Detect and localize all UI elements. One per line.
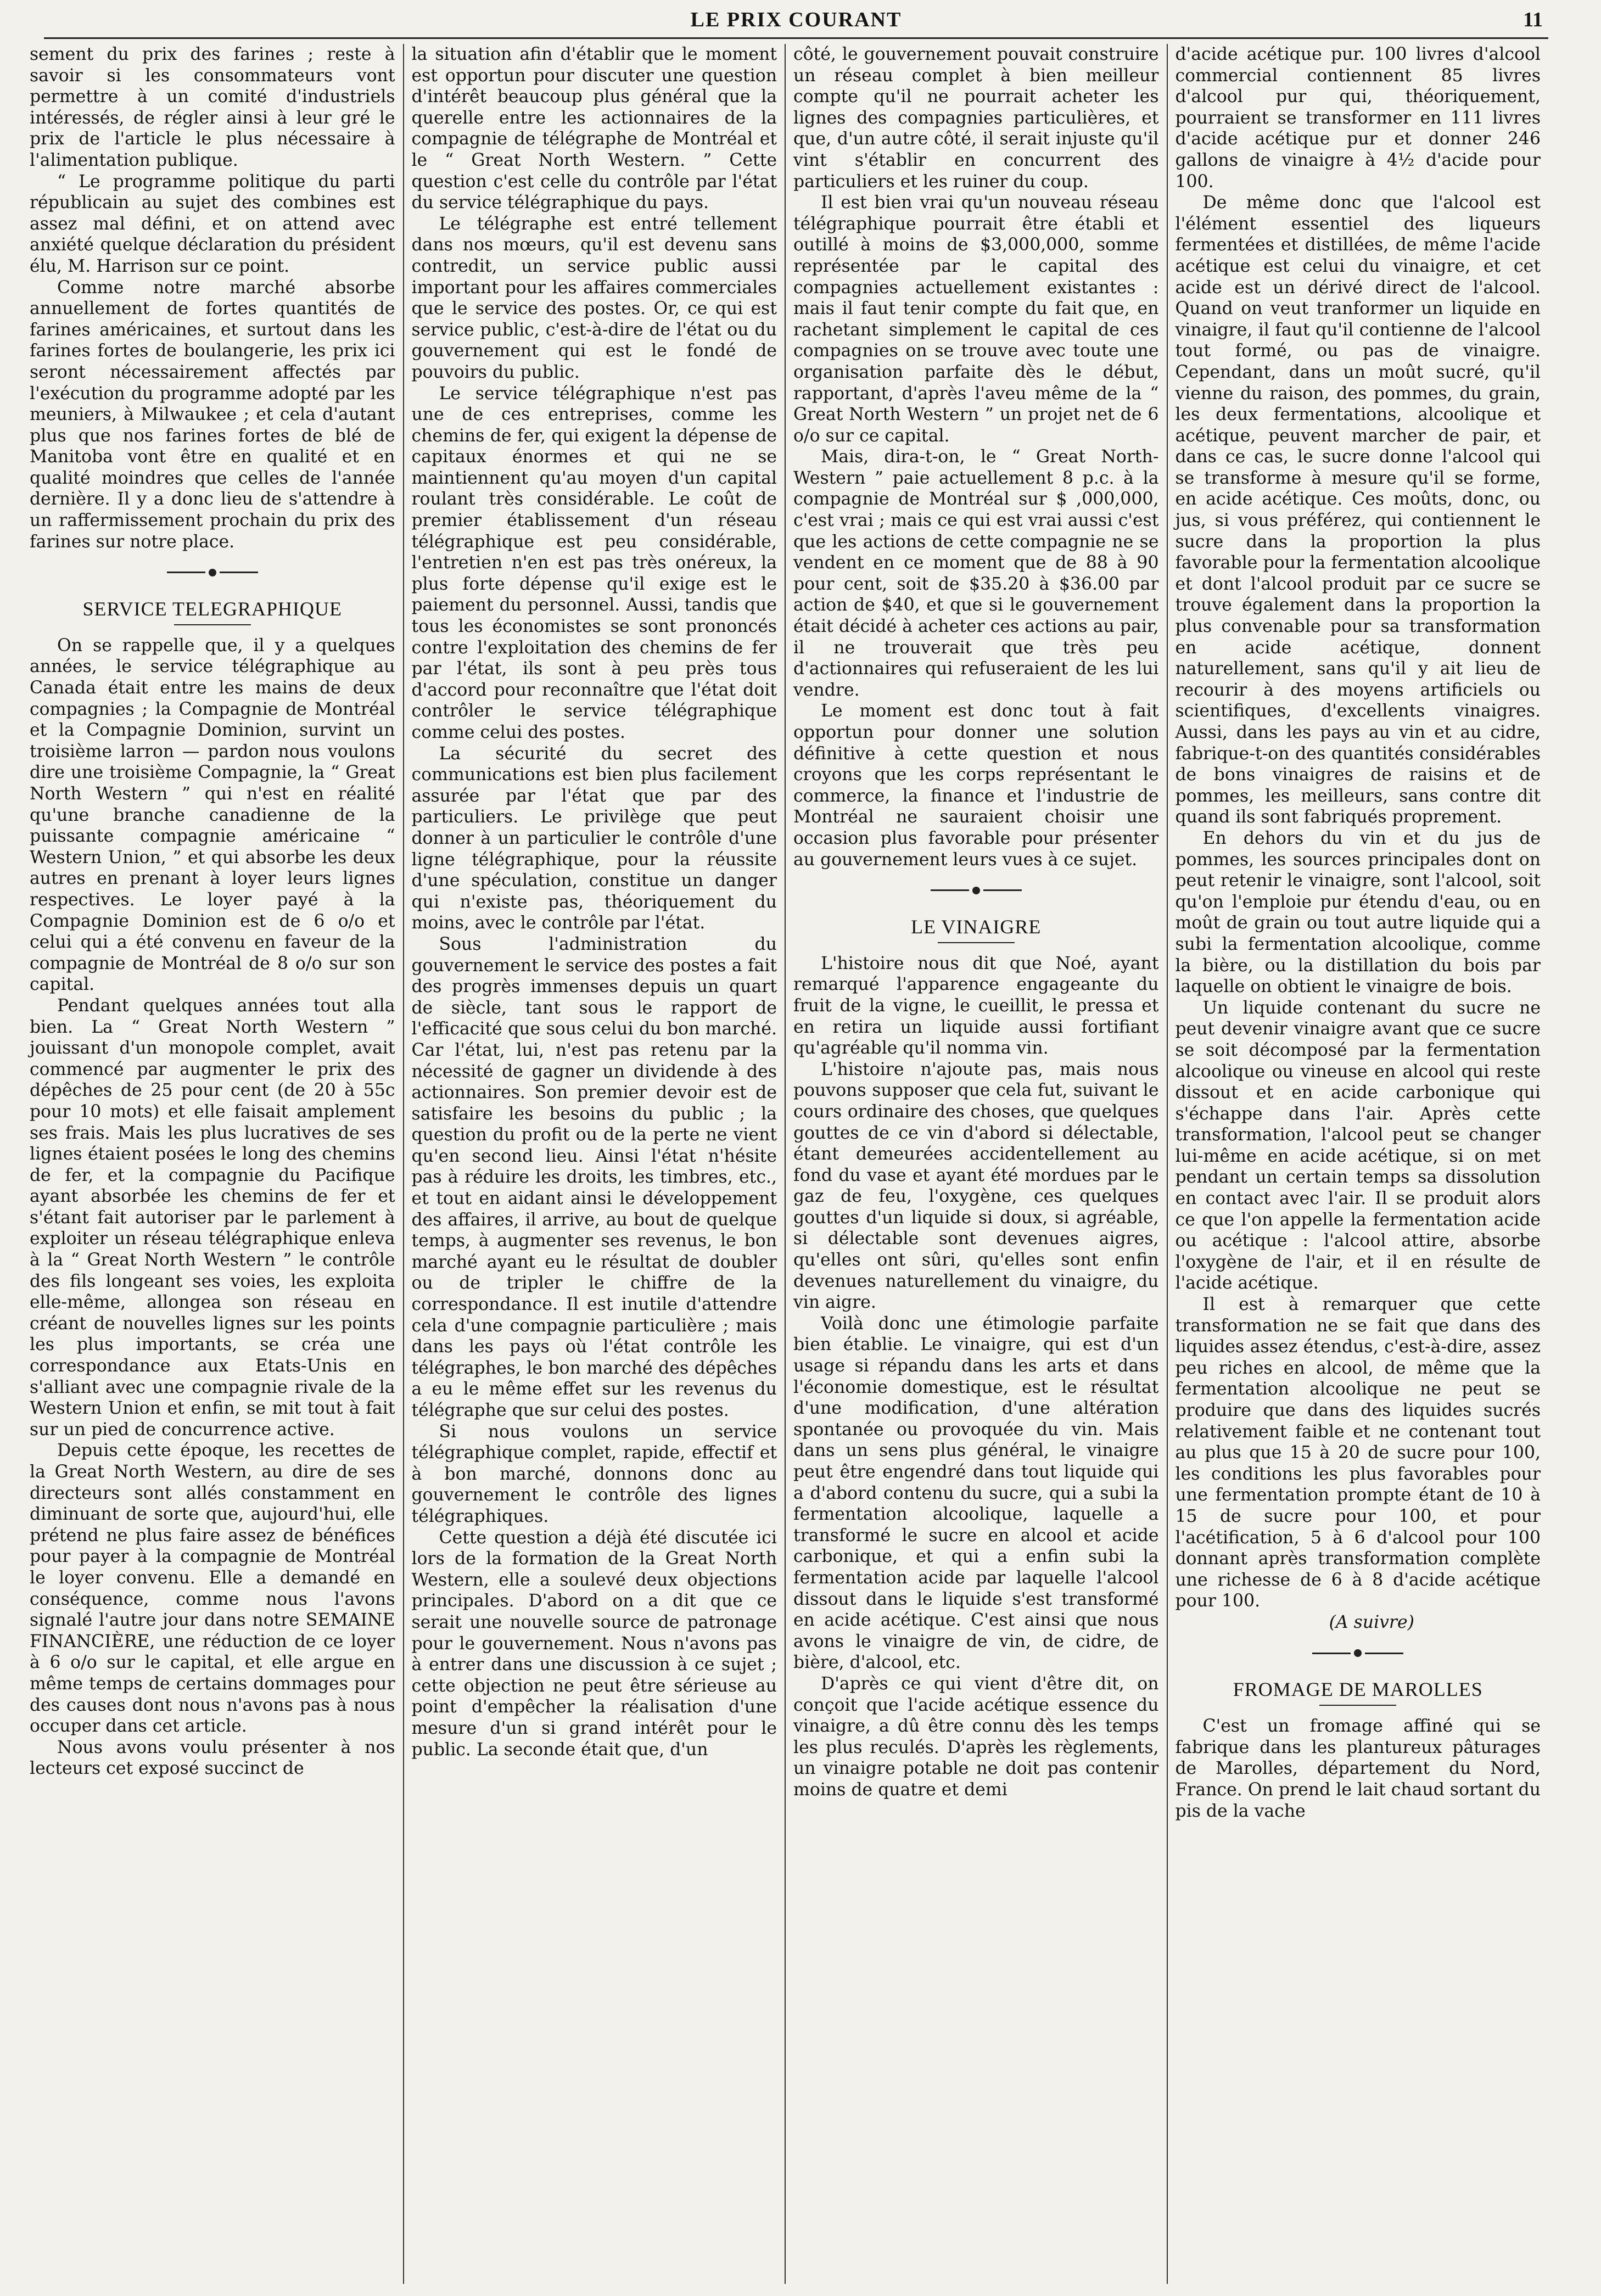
column-3 [786,44,1168,2284]
paragraph: “ Le programme politique du parti républicain au sujet des combines est assez mal défini, et on attend avec anxiété quelque déclaration du président élu, M. Harrison sur ce point. [30,171,395,276]
paragraph: Pendant quelques années tout alla bien. La “ Great North Western ” jouissant d'un monopole complet, avait commencé par augmenter le prix des dépêches de 25 pour cent (de 20 à 55c pour 10 mots) et elle faisait amplement ses frais. Mais les plus lucratives de ses lignes étaient posées le long des chemins de fer, et la compagnie du Pacifique ayant absorbée les chemins de fer et s'étant fait autoriser par le parlement à exploiter un réseau télégraphique enleva à la “ Great North Western ” le contrôle des fils longeant ses voies, les exploita elle-même, allongea son réseau en créant de nouvelles lignes sur les points les plus importants, se créa une correspondance aux Etats-Unis en s'alliant avec une compagnie rivale de la Western Union et enfin, se mit tout à fait sur un pied de concurrence active. [30,995,395,1440]
paragraph: De même donc que l'alcool est l'élément essentiel des liqueurs fermentées et distillées, de même l'acide acétique est celui du vinaigre, et cet acide est un dérivé direct de l'alcool. Quand on veut tranformer un liquide en vinaigre, il faut qu'il contienne de l'alcool tout formé, ou pas de vinaigre. Cependant, dans un moût sucré, qu'il vienne du raison, des pommes, du grain, les deux fermentations, alcoolique et acétique, peuvent marcher de pair, et dans ce cas, le sucre donne l'alcool qui se transforme à mesure qu'il se forme, en acide acétique. Ces moûts, donc, ou jus, si vous préférez, qui contiennent le sucre dans la proportion la plus favorable pour la fermentation alcoolique et dont l'alcool produit par ce sucre se trouve également dans la proportion la plus convenable pour sa transformation en acide acétique, donnent naturellement, sans qu'il y ait lieu de recourir à des moyens artificiels ou scientifiques, d'excellents vinaigres. Aussi, dans les pays au vin et au cidre, fabrique-t-on des quantités considérables de bons vinaigres de raisins et de pommes, les meilleurs, sans contre dit quand ils sont fabriqués proprement. [1175,193,1541,827]
paragraph: C'est un fromage affiné qui se fabrique dans les plantureux pâturages de Marolles, département du Nord, France. On prend le lait chaud sortant du pis de la vache [1175,1716,1541,1821]
paragraph: Sous l'administration du gouvernement le service des postes a fait des progrès immenses depuis un quart de siècle, tant sous le rapport de l'efficacité que sous celui du bon marché. Car l'état, lui, n'est pas retenu par la nécessité de gagner un dividende à des actionnaires. Son premier devoir est de satisfaire les besoins du public ; la question du profit ou de la perte ne vient qu'en second lieu. Ainsi l'état n'hésite pas à réduire les droits, les timbres, etc., et tout en aidant ainsi le développement des affaires, il arrive, au bout de quelque temps, à augmenter ses revenus, le bon marché ayant eu le résultat de doubler ou de tripler le chiffre de la correspondance. Il est inutile d'attendre cela d'une compagnie particulière ; mais dans les pays où l'état contrôle les télégraphes, le bon marché des dépêches a eu le même effet sur les revenus du télégraphe que sur celui des postes. [411,934,777,1420]
article-columns [22,44,1548,2284]
section-heading-service-telegraphique: SERVICE TELEGRAPHIQUE [82,597,342,620]
paragraph: la situation afin d'établir que le moment est opportun pour discuter une question d'intérêt beaucoup plus général que la querelle entre les actionnaires de la compagnie de télégraphe de Montréal et le “ Great North Western. ” Cette question c'est celle du contrôle par l'état du service télégraphique du pays. [411,44,777,213]
paragraph: Depuis cette époque, les recettes de la Great North Western, au dire de ses directeurs sont allés constamment en diminuant de sorte que, aujourd'hui, elle prétend ne plus faire assez de bénéfices pour payer à la compagnie de Montréal le loyer convenu. Elle a demandé en conséquence, comme nous l'avons signalé l'autre jour dans notre SEMAINE FINANCIÈRE, une réduction de ce loyer à 6 o/o sur le capital, et elle argue en même temps de certains dommages pour des causes dont nous n'avons pas à nous occuper dans cet article. [30,1441,395,1737]
to-be-continued: (A suivre) [1329,1612,1414,1632]
paragraph: Un liquide contenant du sucre ne peut devenir vinaigre avant que ce sucre se soit décomposé par la fermentation alcoolique ou vineuse en alcool qui reste dissout et en acide carbonique qui s'échappe dans l'air. Après cette transformation, l'alcool peut se changer lui-même en acide acétique, si on met pendant un certain temps sa dissolution en contact avec l'air. Il se produit alors ce que l'on appelle la fermentation acide ou acétique : l'alcool attire, absorbe l'oxygène de l'air, et il en résulte de l'acide acétique. [1175,998,1541,1293]
paragraph: On se rappelle que, il y a quelques années, le service télégraphique au Canada était entre les mains de deux compagnies ; la Compagnie de Montréal et la Compagnie Dominion, survint un troisième larron — pardon nous voulons dire une troisième Compagnie, la “ Great North Western ” qui n'est en réalité qu'une branche canadienne de la puissante compagnie américaine “ Western Union, ” et qui absorbe les deux autres en prenant à loyer leurs lignes respectives. Le loyer payé à la Compagnie Dominion est de 6 o/o et celui qui a été convenu en faveur de la compagnie de Montréal de 8 o/o sur son capital. [30,635,395,995]
paragraph: Nous avons voulu présenter à nos lecteurs cet exposé succinct de [30,1737,395,1779]
heading-rule [938,942,1015,943]
page-number: 11 [1523,8,1543,31]
paragraph: côté, le gouvernement pouvait construire un réseau complet à bien meilleur compte qu'il ne pourrait acheter les lignes des compagnies particulières, et que, d'un autre côté, il serait injuste qu'il vint s'établir en concurrent des particuliers et les ruiner du coup. [793,44,1159,192]
page-header [44,4,1548,39]
newspaper-title: LE PRIX COURANT [690,8,902,31]
heading-rule [174,624,251,625]
paragraph: La sécurité du secret des communications est bien plus facilement assurée par l'état que par des particuliers. Le privilège que peut donner à un particulier le contrôle d'une ligne télégraphique, pour la réussite d'une spéculation, constitue un danger qui n'existe pas, théoriquement du moins, avec le contrôle par l'état. [411,743,777,933]
paragraph: d'acide acétique pur. 100 livres d'alcool commercial contiennent 85 livres d'alcool pur qui, théoriquement, pourraient se transformer en 111 livres d'acide acétique pur et donner 246 gallons de vinaigre à 4½ d'acide pour 100. [1175,44,1541,192]
paragraph: Il est bien vrai qu'un nouveau réseau télégraphique pourrait être établi et outillé à moins de $3,000,000, somme représentée par le capital des compagnies actuellement existantes : mais il faut tenir compte du fait que, en rachetant simplement le capital de ces compagnies on se trouve avec toute une organisation parfaite dès le début, rapportant, d'après l'aveu même de la “ Great North Western ” un projet net de 6 o/o sur ce capital. [793,193,1159,446]
paragraph: D'après ce qui vient d'être dit, on conçoit que l'acide acétique essence du vinaigre, a dû être connu dès les temps les plus reculés. D'après les règlements, un vinaigre potable ne doit pas contenir moins de quatre et demi [793,1673,1159,1800]
column-4 [1168,44,1549,2284]
heading-rule [1319,1705,1396,1706]
paragraph: L'histoire n'ajoute pas, mais nous pouvons supposer que cela fut, suivant le cours ordinaire des choses, que quelques gouttes de ce vin d'abord si délectable, étant demeurées accidentellement au fond du vase et ayant été mordues par le gaz de feu, l'oxygène, ces quelques gouttes d'un liquide si doux, si agréable, si délectable sont devenues aigres, qu'elles ont sûri, qu'elles sont enfin devenues naturellement du vinaigre, du vin aigre. [793,1059,1159,1313]
paragraph: Le service télégraphique n'est pas une de ces entreprises, comme les chemins de fer, qui exigent la dépense de capitaux énormes et qui ne se maintiennent qu'au moyen d'un capital roulant très considérable. Le coût de premier établissement d'un réseau télégraphique est peu considérable, l'entretien n'en est pas très onéreux, la plus forte dépense qu'il exige est le paiement du personnel. Aussi, tandis que tous les économistes se sont prononcés contre l'exploitation des chemins de fer par l'état, ils sont à peu près tous d'accord pour reconnaître que l'état doit contrôler le service télégraphique comme celui des postes. [411,383,777,742]
paragraph: Voilà donc une étimologie parfaite bien établie. Le vinaigre, qui est d'un usage si répandu dans les arts et dans l'économie domestique, est le résultat d'une modification, d'une altération spontanée ou provoquée du vin. Mais dans un sens plus général, le vinaigre peut être engendré dans tout liquide qui a d'abord contenu du sucre, qui a subi la fermentation alcoolique, laquelle a transformé le sucre en alcool et acide carbonique, et qui a enfin subi la fermentation acide par laquelle l'alcool dissout dans le liquide s'est transformé en acide acétique. C'est ainsi que nous avons le vinaigre de vin, de cidre, de bière, d'alcool, etc. [793,1313,1159,1673]
paragraph: Il est à remarquer que cette transformation ne se fait que dans des liquides assez étendus, c'est-à-dire, assez peu riches en alcool, de même que la fermentation alcoolique ne peut se produire que dans des liquides sucrés relativement faible et ne contenant tout au plus que 15 à 20 de sucre pour 100, les conditions les plus favorables pour une fermentation prompte étant de 10 à 15 de sucre pour 100, et pour l'acétification, 5 à 6 d'alcool pour 100 donnant après transformation complète une richesse de 6 à 8 d'acide acétique pour 100. [1175,1295,1541,1611]
section-separator [30,561,395,583]
section-separator [1175,1642,1541,1664]
paragraph: Le moment est donc tout à fait opportun pour donner une solution définitive à cette question et nous croyons que les corps représentant le commerce, la finance et l'industrie de Montréal ne sauraient choisir une occasion plus favorable pour présenter au gouvernement leurs vues à ce sujet. [793,701,1159,870]
paragraph: Comme notre marché absorbe annuellement de fortes quantités de farines américaines, et surtout dans les farines fortes de boulangerie, les prix ici seront nécessairement affectés par l'exécution du programme adopté par les meuniers, à Milwaukee ; et cela d'autant plus que nos farines fortes de blé de Manitoba vont être en qualité et en qualité moindres que celles de l'année dernière. Il y a donc lieu de s'attendre à un raffermissement prochain du prix des farines sur notre place. [30,277,395,552]
paragraph: L'histoire nous dit que Noé, ayant remarqué l'apparence engageante du fruit de la vigne, le cueillit, le pressa et en retira un liquide aussi fortifiant qu'agréable qu'il nomma vin. [793,953,1159,1059]
paragraph: En dehors du vin et du jus de pommes, les sources principales dont on peut retenir le vinaigre, sont l'alcool, soit qu'on l'emploie pur étendu d'eau, ou en moût de grain ou tout autre liquide qui a subi la fermentation alcoolique, comme la bière, ou la distillation du bois par laquelle on obtient le vinaigre de bois. [1175,828,1541,997]
section-heading-fromage-de-marolles: FROMAGE DE MAROLLES [1233,1678,1483,1701]
section-heading-le-vinaigre: LE VINAIGRE [911,915,1042,938]
column-1 [22,44,404,2284]
paragraph: Le télégraphe est entré tellement dans nos mœurs, qu'il est devenu sans contredit, un service public aussi important pour les affaires commerciales que le service des postes. Or, ce qui est service public, c'est-à-dire de l'état ou du gouvernement qui est le fondé de pouvoirs du public. [411,214,777,382]
column-2 [404,44,786,2284]
paragraph: Si nous voulons un service télégraphique complet, rapide, effectif et à bon marché, donnons donc au gouvernement le contrôle des lignes télégraphiques. [411,1421,777,1526]
paragraph: sement du prix des farines ; reste à savoir si les consommateurs vont permettre à un comité d'industriels intéressés, de régler ainsi à leur gré le prix de l'article le plus nécessaire à l'alimentation publique. [30,44,395,170]
paragraph: Cette question a déjà été discutée ici lors de la formation de la Great North Western, elle a soulevé deux objections principales. D'abord on a dit que ce serait une nouvelle source de patronage pour le gouvernement. Nous n'avons pas à entrer dans une discussion à ce sujet ; cette objection ne peut être sérieuse au point d'empêcher la réalisation d'une mesure d'un si grand intérêt pour le public. La seconde était que, d'un [411,1527,777,1760]
paragraph: Mais, dira-t-on, le “ Great North-Western ” paie actuellement 8 p.c. à la compagnie de Montréal sur $ ,000,000, c'est vrai ; mais ce qui est vrai aussi c'est que les actions de cette compagnie ne se vendent en ce moment que de 88 à 90 pour cent, soit de $35.20 à $36.00 par action de $40, et que si le gouvernement était décidé à acheter ces actions au pair, il ne trouverait que très peu d'actionnaires qui refuseraient de les lui vendre. [793,447,1159,700]
section-separator [793,879,1159,900]
